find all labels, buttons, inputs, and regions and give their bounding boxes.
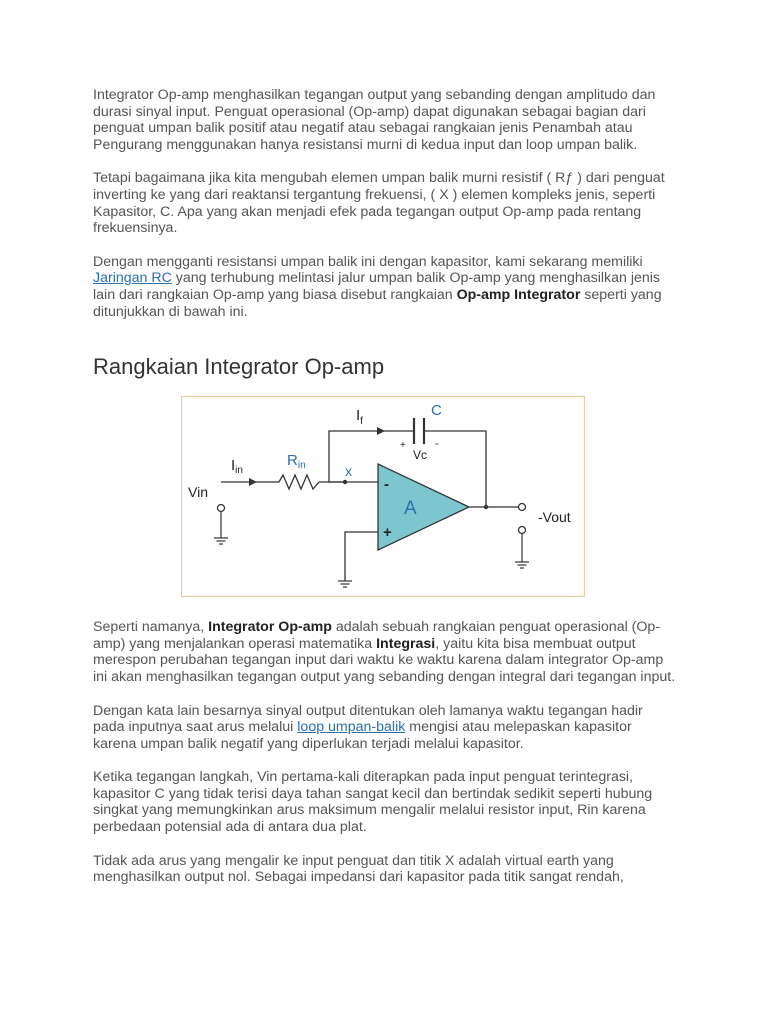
opamp-a-label: A	[404, 498, 417, 520]
integrator-circuit-figure	[181, 396, 585, 597]
paragraph-3-text-a: Dengan mengganti resistansi umpan balik ini dengan kapasitor, kami sekarang memiliki	[93, 253, 643, 270]
section-heading: Rangkaian Integrator Op-amp	[93, 354, 385, 380]
rin-label-sub: in	[297, 460, 306, 472]
paragraph-4-bold-2: Integrasi	[376, 635, 436, 652]
loop-umpan-balik-link[interactable]: loop umpan-balik	[297, 719, 406, 736]
paragraph-5-text-a: Dengan kata lain besarnya sinyal output ditentukan oleh lamanya waktu tegangan hadir pada inputnya saat arus melalui	[93, 702, 643, 736]
paragraph-4-text-a: Seperti namanya,	[93, 619, 209, 636]
article-body	[93, 87, 678, 903]
output-junction	[484, 505, 488, 509]
vc-label: Vc	[413, 448, 428, 463]
iin-label-sub: in	[235, 465, 243, 477]
vout-terminal	[519, 504, 526, 511]
vout-ground-terminal	[519, 527, 526, 534]
vin-label: Vin	[188, 484, 208, 501]
noninverting-input-label: +	[383, 524, 392, 542]
paragraph-4	[93, 619, 678, 685]
iin-label-main: I	[231, 457, 236, 475]
paragraph-1: Integrator Op-amp menghasilkan tegangan output yang sebanding dengan amplitudo dan durasi sinyal input. Penguat operasional (Op-amp) dapat digunakan sebagai bagian dari penguat umpan balik positif atau negatif atau sebagai rangkaian jenis Penambah atau Pengurang menggunakan hanya resistansi murni di kedua input dan loop umpan balik.	[93, 87, 656, 153]
jaringan-rc-link[interactable]: Jaringan RC	[93, 270, 172, 287]
paragraph-2: Tetapi bagaimana jika kita mengubah elemen umpan balik murni resistif ( Rƒ ) dari penguat inverting ke yang dari reaktansi tergantung frekuensi, ( X ) elemen kompleks jenis, seperti Kapasitor, C. Apa yang akan menjadi efek pada tegangan output Op-amp pada rentang frekuensinya.	[93, 170, 665, 237]
inverting-input-label: -	[384, 476, 389, 494]
vin-terminal	[218, 505, 225, 512]
paragraph-3-bold: Op-amp Integrator	[456, 286, 581, 303]
if-label-sub: f	[360, 416, 363, 428]
paragraph-5	[93, 703, 678, 753]
paragraph-4-text-b: adalah sebuah rangkaian penguat operasional (Op-amp) yang menjalankan operasi matematika	[93, 619, 661, 652]
paragraph-4-bold-1: Integrator Op-amp	[208, 619, 332, 636]
rin-label-main: R	[287, 452, 298, 470]
x-label: x	[345, 463, 352, 480]
paragraph-3	[93, 254, 678, 320]
vc-minus-label: -	[435, 438, 439, 451]
capacitor-label: C	[431, 402, 442, 420]
paragraph-5-text-b: mengisi atau melepaskan kapasitor karena umpan balik negatif yang diperlukan terjadi melalui kapasitor.	[93, 719, 632, 752]
paragraph-3-text-b: yang terhubung melintasi jalur umpan balik Op-amp yang menghasilkan jenis lain dari rangkaian Op-amp yang biasa disebut rangkaian	[93, 270, 661, 303]
vout-label: -Vout	[538, 509, 571, 526]
junction-x	[343, 480, 347, 484]
paragraph-4-text-c: , yaitu kita bisa membuat output merespon perubahan tegangan input dari waktu ke waktu karena dalam integrator Op-amp ini akan menghasilkan tegangan output yang sebanding dengan integral dari tegangan input.	[93, 635, 676, 685]
vc-plus-label: +	[400, 440, 406, 452]
if-label-main: I	[356, 407, 361, 425]
paragraph-6: Ketika tegangan langkah, Vin pertama-kali diterapkan pada input penguat terintegrasi, kapasitor C yang tidak terisi daya tahan sangat kecil dan bertindak sedikit seperti hubung singkat yang memungkinkan arus maksimum mengalir melalui resistor input, Rin karena perbedaan potensial ada di antara dua plat.	[93, 769, 653, 836]
paragraph-7: Tidak ada arus yang mengalir ke input penguat dan titik X adalah virtual earth yang menghasilkan output nol. Sebagai impedansi dari kapasitor pada titik sangat rendah,	[93, 852, 624, 886]
paragraph-3-text-c: seperti yang ditunjukkan di bawah ini.	[93, 286, 662, 320]
integrator-circuit-diagram	[181, 396, 585, 597]
